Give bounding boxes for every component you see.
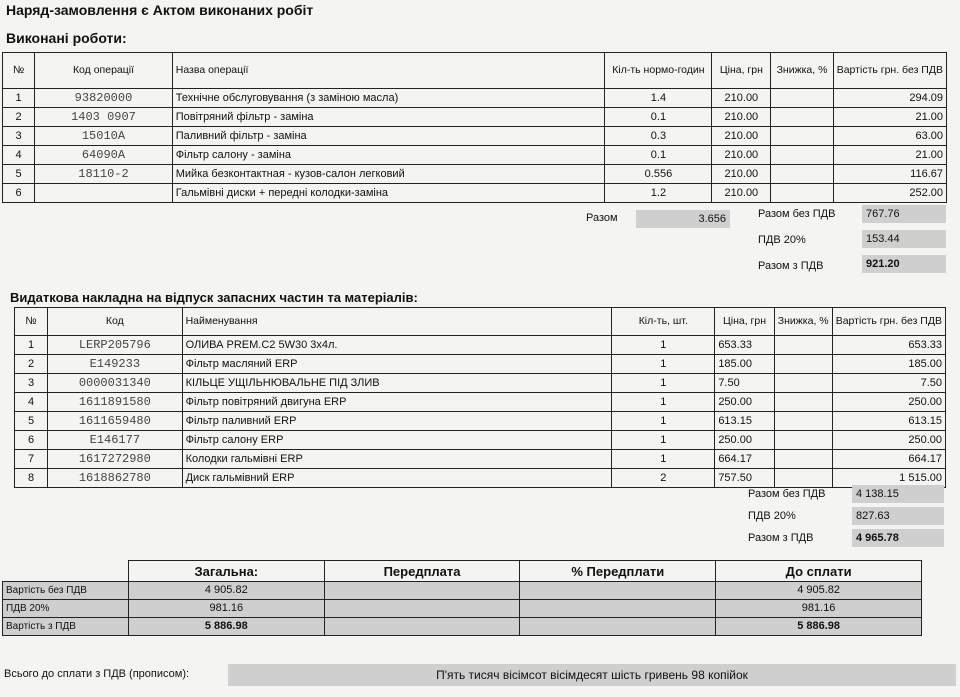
parts-cell-name: Фільтр масляний ERP <box>182 355 612 374</box>
parts-cell-discount <box>774 469 832 488</box>
works-cell-code <box>35 184 173 203</box>
works-total-value-1: 153.44 <box>862 230 946 248</box>
works-header-discount: Знижка, % <box>771 53 833 89</box>
parts-cell-name: Колодки гальмівні ERP <box>182 450 612 469</box>
summary-cell-prepay <box>324 618 520 636</box>
parts-cell-discount <box>774 393 832 412</box>
parts-cell-num: 7 <box>15 450 48 469</box>
parts-cell-qty: 2 <box>612 469 715 488</box>
parts-table <box>14 307 946 488</box>
summary-header-prepay: Передплата <box>324 561 520 582</box>
parts-row <box>15 412 946 431</box>
works-header-num: № <box>3 53 35 89</box>
parts-total-label-0: Разом без ПДВ <box>748 488 826 500</box>
parts-row <box>15 469 946 488</box>
works-row <box>3 146 947 165</box>
works-header-qty: Кіл-ть нормо-годин <box>605 53 712 89</box>
works-cell-total: 294.09 <box>833 89 946 108</box>
works-total-label-1: ПДВ 20% <box>758 234 806 246</box>
parts-total-label-1: ПДВ 20% <box>748 510 796 522</box>
parts-row <box>15 393 946 412</box>
works-cell-num: 2 <box>3 108 35 127</box>
works-sum-label: Разом <box>586 212 618 224</box>
parts-section-title: Видаткова накладна на відпуск запасних частин та матеріалів: <box>10 290 418 305</box>
works-header-price: Ціна, грн <box>712 53 771 89</box>
parts-cell-num: 2 <box>15 355 48 374</box>
works-cell-name: Мийка безконтактная - кузов-салон легковий <box>172 165 605 184</box>
parts-header-discount: Знижка, % <box>774 308 832 336</box>
summary-cell-prepay_pct <box>520 600 716 618</box>
summary-cell-general: 4 905.82 <box>128 582 324 600</box>
summary-cell-general: 5 886.98 <box>128 618 324 636</box>
works-cell-num: 3 <box>3 127 35 146</box>
parts-cell-name: Фільтр салону ERP <box>182 431 612 450</box>
parts-cell-name: Фільтр повітряний двигуна ERP <box>182 393 612 412</box>
works-cell-code: 93820000 <box>35 89 173 108</box>
summary-header-general: Загальна: <box>128 561 324 582</box>
parts-cell-price: 757.50 <box>715 469 774 488</box>
parts-cell-name: Фільтр паливний ERP <box>182 412 612 431</box>
parts-cell-total: 250.00 <box>832 393 945 412</box>
works-row <box>3 165 947 184</box>
works-header-name: Назва операції <box>172 53 605 89</box>
parts-cell-total: 664.17 <box>832 450 945 469</box>
amount-in-words-label: Всього до сплати з ПДВ (прописом): <box>4 668 190 680</box>
parts-cell-total: 653.33 <box>832 336 945 355</box>
works-cell-total: 63.00 <box>833 127 946 146</box>
parts-cell-num: 3 <box>15 374 48 393</box>
works-cell-name: Паливний фільтр - заміна <box>172 127 605 146</box>
works-row <box>3 127 947 146</box>
parts-cell-price: 250.00 <box>715 393 774 412</box>
works-cell-qty: 0.1 <box>605 146 712 165</box>
works-total-label-2: Разом з ПДВ <box>758 260 824 272</box>
parts-cell-code: LERP205796 <box>48 336 183 355</box>
parts-row <box>15 431 946 450</box>
summary-cell-due: 4 905.82 <box>716 582 922 600</box>
works-cell-price: 210.00 <box>712 108 771 127</box>
parts-cell-price: 185.00 <box>715 355 774 374</box>
parts-cell-price: 613.15 <box>715 412 774 431</box>
summary-cell-due: 981.16 <box>716 600 922 618</box>
works-section-title: Виконані роботи: <box>6 30 127 46</box>
parts-total-label-2: Разом з ПДВ <box>748 532 814 544</box>
works-cell-num: 6 <box>3 184 35 203</box>
works-cell-price: 210.00 <box>712 146 771 165</box>
works-cell-qty: 1.4 <box>605 89 712 108</box>
parts-cell-discount <box>774 355 832 374</box>
parts-cell-qty: 1 <box>612 450 715 469</box>
summary-header-due: До сплати <box>716 561 922 582</box>
parts-row <box>15 374 946 393</box>
works-cell-total: 21.00 <box>833 108 946 127</box>
parts-cell-code: 1611659480 <box>48 412 183 431</box>
works-cell-qty: 0.3 <box>605 127 712 146</box>
parts-cell-num: 8 <box>15 469 48 488</box>
works-cell-discount <box>771 108 833 127</box>
parts-total-value-0: 4 138.15 <box>852 485 944 503</box>
works-cell-discount <box>771 89 833 108</box>
works-cell-name: Фільтр салону - заміна <box>172 146 605 165</box>
parts-cell-discount <box>774 374 832 393</box>
parts-cell-total: 7.50 <box>832 374 945 393</box>
parts-header-price: Ціна, грн <box>715 308 774 336</box>
parts-header-code: Код <box>48 308 183 336</box>
parts-header-qty: Кіл-ть, шт. <box>612 308 715 336</box>
works-cell-price: 210.00 <box>712 89 771 108</box>
parts-cell-code: E146177 <box>48 431 183 450</box>
summary-header-empty <box>3 561 129 582</box>
works-total-label-0: Разом без ПДВ <box>758 208 836 220</box>
parts-cell-discount <box>774 450 832 469</box>
works-cell-num: 1 <box>3 89 35 108</box>
parts-cell-discount <box>774 412 832 431</box>
summary-cell-due: 5 886.98 <box>716 618 922 636</box>
works-cell-qty: 0.1 <box>605 108 712 127</box>
works-cell-code: 64090A <box>35 146 173 165</box>
document-title: Наряд-замовлення є Актом виконаних робіт <box>6 2 314 18</box>
parts-cell-total: 185.00 <box>832 355 945 374</box>
works-cell-discount <box>771 184 833 203</box>
parts-cell-qty: 1 <box>612 355 715 374</box>
works-cell-name: Технічне обслуговування (з заміною масла) <box>172 89 605 108</box>
amount-in-words: П'ять тисяч вісімсот вісімдесят шість гривень 98 копійок <box>228 664 956 686</box>
works-cell-num: 4 <box>3 146 35 165</box>
works-cell-total: 116.67 <box>833 165 946 184</box>
summary-cell-prepay_pct <box>520 618 716 636</box>
works-cell-price: 210.00 <box>712 165 771 184</box>
parts-cell-discount <box>774 431 832 450</box>
parts-cell-name: ОЛИВА PREM.C2 5W30 3x4л. <box>182 336 612 355</box>
summary-cell-prepay <box>324 582 520 600</box>
works-sum-qty: 3.656 <box>636 210 730 228</box>
works-total-value-2: 921.20 <box>862 255 946 273</box>
parts-cell-num: 1 <box>15 336 48 355</box>
parts-cell-total: 613.15 <box>832 412 945 431</box>
parts-cell-price: 250.00 <box>715 431 774 450</box>
works-header-total: Вартість грн. без ПДВ <box>833 53 946 89</box>
parts-cell-code: 0000031340 <box>48 374 183 393</box>
parts-cell-price: 7.50 <box>715 374 774 393</box>
summary-cell-label: ПДВ 20% <box>3 600 129 618</box>
parts-cell-price: 653.33 <box>715 336 774 355</box>
summary-cell-general: 981.16 <box>128 600 324 618</box>
parts-cell-code: E149233 <box>48 355 183 374</box>
works-header-code: Код операції <box>35 53 173 89</box>
works-cell-code: 18110-2 <box>35 165 173 184</box>
works-row <box>3 184 947 203</box>
works-cell-discount <box>771 127 833 146</box>
parts-cell-qty: 1 <box>612 393 715 412</box>
works-row <box>3 89 947 108</box>
summary-cell-prepay_pct <box>520 582 716 600</box>
summary-cell-label: Вартість без ПДВ <box>3 582 129 600</box>
parts-cell-name: КІЛЬЦЕ УЩІЛЬНЮВАЛЬНЕ ПІД ЗЛИВ <box>182 374 612 393</box>
summary-table <box>2 560 922 636</box>
works-cell-qty: 1.2 <box>605 184 712 203</box>
parts-cell-code: 1618862780 <box>48 469 183 488</box>
parts-cell-num: 5 <box>15 412 48 431</box>
summary-cell-prepay <box>324 600 520 618</box>
parts-cell-name: Диск гальмівний ERP <box>182 469 612 488</box>
parts-cell-code: 1617272980 <box>48 450 183 469</box>
parts-cell-num: 6 <box>15 431 48 450</box>
works-total-value-0: 767.76 <box>862 205 946 223</box>
parts-cell-num: 4 <box>15 393 48 412</box>
parts-cell-price: 664.17 <box>715 450 774 469</box>
works-cell-name: Гальмівні диски + передні колодки-заміна <box>172 184 605 203</box>
summary-header-prepay-pct: % Передплати <box>520 561 716 582</box>
summary-row <box>3 582 922 600</box>
parts-cell-qty: 1 <box>612 336 715 355</box>
works-table <box>2 52 947 203</box>
parts-cell-code: 1611891580 <box>48 393 183 412</box>
works-cell-discount <box>771 165 833 184</box>
summary-row <box>3 600 922 618</box>
works-cell-total: 21.00 <box>833 146 946 165</box>
works-cell-discount <box>771 146 833 165</box>
summary-row <box>3 618 922 636</box>
parts-header-name: Найменування <box>182 308 612 336</box>
parts-cell-qty: 1 <box>612 412 715 431</box>
parts-cell-total: 1 515.00 <box>832 469 945 488</box>
works-cell-name: Повітряний фільтр - заміна <box>172 108 605 127</box>
parts-cell-total: 250.00 <box>832 431 945 450</box>
parts-header-num: № <box>15 308 48 336</box>
parts-total-value-2: 4 965.78 <box>852 529 944 547</box>
works-cell-price: 210.00 <box>712 127 771 146</box>
parts-total-value-1: 827.63 <box>852 507 944 525</box>
works-cell-code: 15010A <box>35 127 173 146</box>
parts-cell-qty: 1 <box>612 431 715 450</box>
works-cell-total: 252.00 <box>833 184 946 203</box>
parts-row <box>15 355 946 374</box>
works-cell-price: 210.00 <box>712 184 771 203</box>
parts-cell-qty: 1 <box>612 374 715 393</box>
works-cell-qty: 0.556 <box>605 165 712 184</box>
parts-row <box>15 450 946 469</box>
parts-header-total: Вартість грн. без ПДВ <box>832 308 945 336</box>
summary-cell-label: Вартість з ПДВ <box>3 618 129 636</box>
parts-cell-discount <box>774 336 832 355</box>
works-cell-num: 5 <box>3 165 35 184</box>
parts-row <box>15 336 946 355</box>
works-cell-code: 1403 0907 <box>35 108 173 127</box>
works-row <box>3 108 947 127</box>
